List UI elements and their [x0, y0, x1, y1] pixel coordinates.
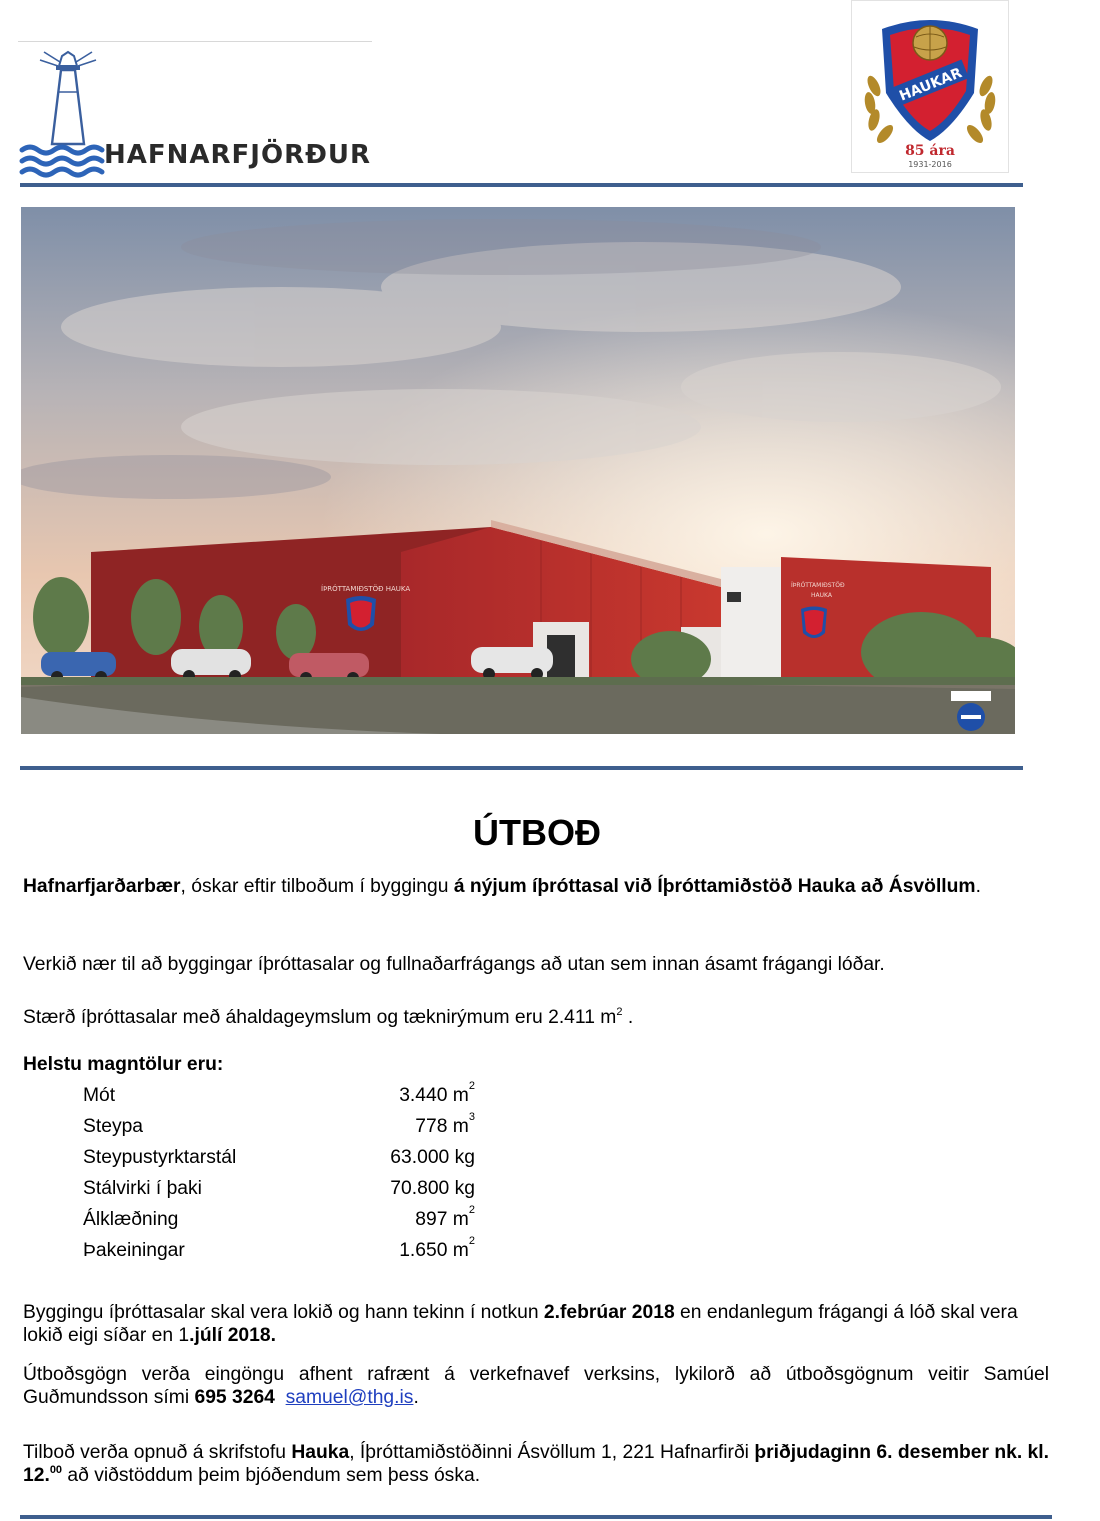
building-render-illustration — [21, 207, 1015, 734]
contact-email-link[interactable]: samuel@thg.is — [285, 1387, 414, 1408]
opening-time-sup: 00 — [49, 1464, 63, 1476]
quantity-label: Steypa — [83, 1116, 144, 1137]
contact-phone: 695 3264 — [194, 1387, 275, 1408]
quantity-row — [83, 1147, 483, 1178]
club-anniversary: 85 ára — [905, 143, 955, 159]
documents-end: . — [413, 1387, 419, 1408]
intro-text: , óskar eftir tilboðum í byggingu — [180, 876, 454, 897]
quantity-row — [83, 1111, 483, 1147]
haukar-crest-icon — [852, 1, 1008, 172]
completion-paragraph — [23, 1301, 1049, 1347]
completion-date: 2.febrúar 2018 — [543, 1302, 675, 1323]
quantity-row — [83, 1178, 483, 1209]
intro-bold-project: á nýjum íþróttasal við Íþróttamiðstöð Hauka að Ásvöllum — [453, 876, 976, 897]
municipality-name: HAFNARFJÖRÐUR — [104, 140, 372, 170]
page-title: ÚTBOÐ — [473, 812, 601, 853]
footer-divider — [20, 1515, 1052, 1519]
size-paragraph — [23, 1006, 1049, 1029]
lighthouse-icon — [18, 42, 118, 180]
completion-text: Byggingu íþróttasalar skal vera lokið og hann tekinn í notkun — [23, 1302, 544, 1323]
intro-end: . — [975, 876, 981, 897]
club-years: 1931-2016 — [908, 160, 952, 169]
quantity-label: Álklæðning — [83, 1209, 179, 1230]
opening-place: Hauka — [291, 1442, 350, 1463]
haukar-badge-text: HAUKAR — [897, 65, 965, 105]
opening-time: þriðjudaginn 6. desember nk. kl. 12. — [23, 1442, 1049, 1486]
opening-text: Tilboð verða opnuð á skrifstofu — [23, 1442, 292, 1463]
quantity-value: 3.440 $m^2$ — [399, 1080, 475, 1106]
quantity-label: Stálvirki í þaki — [83, 1178, 202, 1199]
image-divider — [20, 766, 1023, 770]
quantity-row — [83, 1080, 483, 1116]
size-sup: 2 — [616, 1006, 623, 1018]
scope-paragraph: Verkið nær til að byggingar íþróttasalar og fullnaðarfrágangs að utan sem innan ásamt frágangi lóðar. — [23, 954, 885, 975]
opening-end: að viðstöddum þeim bjóðendum sem þess óska. — [62, 1465, 481, 1486]
quantity-label: Þakeiningar — [83, 1240, 185, 1261]
opening-paragraph — [23, 1441, 1049, 1487]
quantity-label: Mót — [83, 1085, 116, 1106]
quantity-row — [83, 1235, 483, 1271]
documents-paragraph — [23, 1363, 1049, 1409]
size-tail: . — [622, 1007, 634, 1028]
quantity-value: 70.800 kg — [390, 1178, 475, 1199]
building-sign-right-2: HAUKA — [811, 592, 832, 599]
quantity-value: 1.650 $m^2$ — [399, 1235, 475, 1261]
size-text: Stærð íþróttasalar með áhaldageymslum og tæknirýmum eru 2.411 m — [23, 1007, 617, 1028]
header-divider — [20, 183, 1023, 187]
quantity-value: 897 $m^2$ — [415, 1204, 475, 1230]
intro-bold-owner: Hafnarfjarðarbær — [23, 876, 181, 897]
documents-text: Útboðsgögn verða eingöngu afhent rafrænt á verkefnavef verksins, lykilorð að útboðsgögnum veitir Samúel Guðmundsson sími — [23, 1364, 1049, 1408]
quantity-label: Steypustyrktarstál — [83, 1147, 237, 1168]
building-sign-right: ÍÞRÓTTAMIÐSTÖÐ — [791, 582, 845, 589]
quantity-row — [83, 1204, 483, 1240]
opening-address: , Íþróttamiðstöðinni Ásvöllum 1, 221 Hafnarfirði — [349, 1442, 755, 1463]
quantity-value: 778 $m^3$ — [415, 1111, 475, 1137]
intro-paragraph — [23, 875, 1049, 898]
haukar-crest — [851, 0, 1009, 173]
quantity-value: 63.000 kg — [390, 1147, 475, 1168]
building-sign-left: ÍÞRÓTTAMIÐSTÖÐ HAUKA — [321, 585, 411, 593]
final-date: .júlí 2018. — [189, 1325, 276, 1346]
completion-text-2: en endanlegum frágangi á lóð skal vera lokið eigi síðar en 1 — [23, 1302, 1018, 1346]
building-render-image — [21, 207, 1015, 734]
quantities-heading: Helstu magntölur eru: — [23, 1054, 224, 1075]
